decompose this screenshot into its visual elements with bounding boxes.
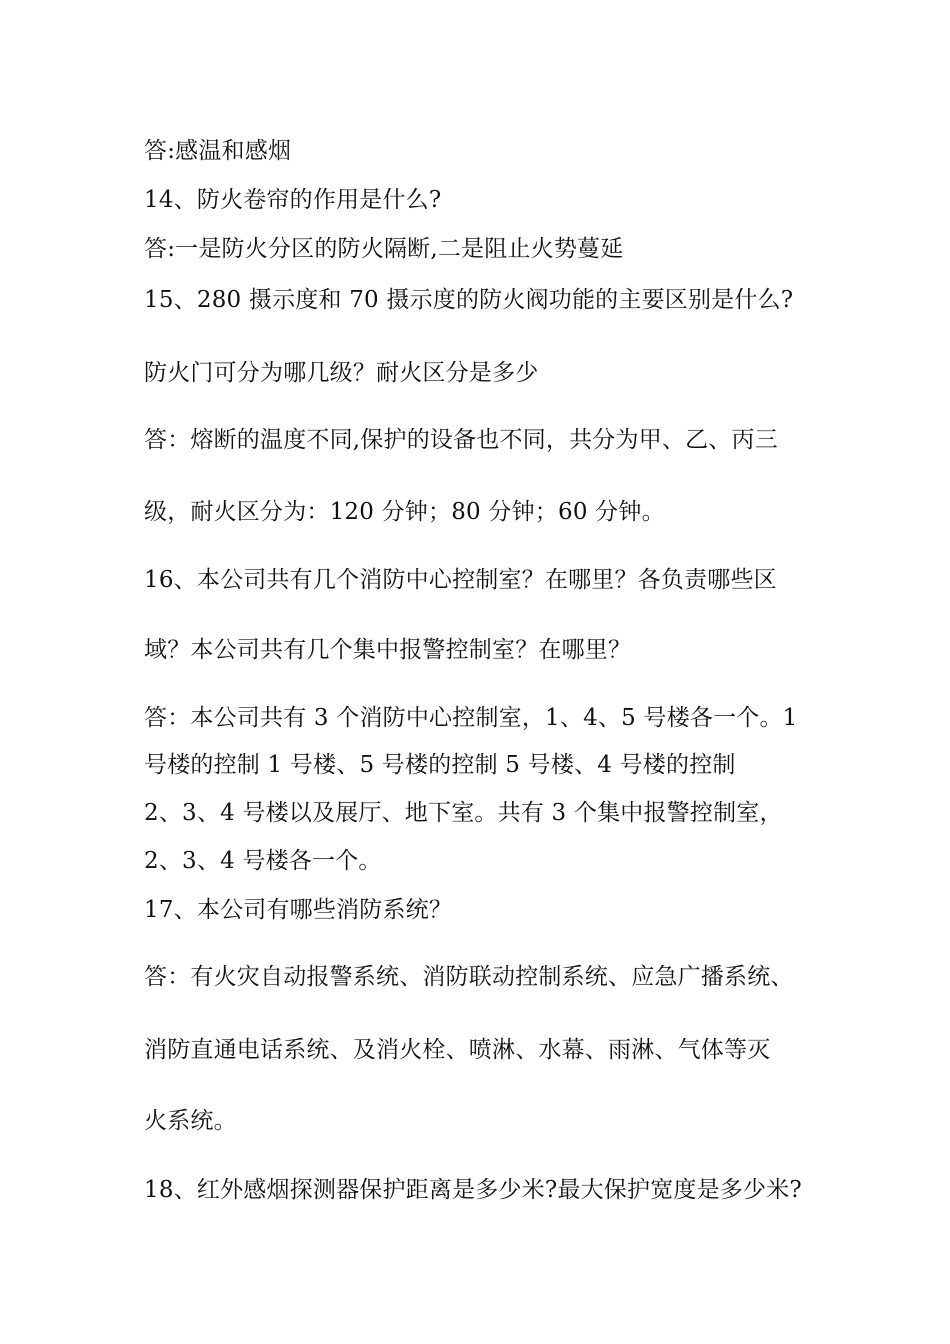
answer-15-line-1: 答：熔断的温度不同,保护的设备也不同，共分为甲、乙、丙三 (144, 427, 778, 453)
question-15-line: 15、280 摄示度和 70 摄示度的防火阀功能的主要区别是什么? (144, 287, 794, 313)
answer-16-line-3: 2、3、4 号楼以及展厅、地下室。共有 3 个集中报警控制室， (144, 800, 783, 826)
answer-15-line-2: 级，耐火区分为：120 分钟；80 分钟；60 分钟。 (144, 499, 665, 525)
answer-13-line: 答:感温和感烟 (144, 138, 292, 164)
question-18-line: 18、红外感烟探测器保护距离是多少米?最大保护宽度是多少米? (144, 1177, 802, 1203)
question-16-line-1: 16、本公司共有几个消防中心控制室？在哪里？各负责哪些区 (144, 567, 777, 593)
question-17-line: 17、本公司有哪些消防系统？ (144, 897, 453, 923)
answer-17-line-3: 火系统。 (144, 1108, 237, 1134)
question-15-continued: 防火门可分为哪几级？耐火区分是多少 (144, 360, 539, 386)
question-16-line-2: 域？本公司共有几个集中报警控制室？在哪里？ (144, 637, 632, 663)
answer-14-line: 答:一是防火分区的防火隔断,二是阻止火势蔓延 (144, 236, 624, 262)
question-14-line: 14、防火卷帘的作用是什么? (144, 187, 442, 213)
answer-16-line-2: 号楼的控制 1 号楼、5 号楼的控制 5 号楼、4 号楼的控制 (144, 752, 736, 778)
answer-17-line-1: 答：有火灾自动报警系统、消防联动控制系统、应急广播系统、 (144, 964, 794, 990)
answer-17-line-2: 消防直通电话系统、及消火栓、喷淋、水幕、雨淋、气体等灭 (144, 1037, 771, 1063)
answer-16-line-1: 答：本公司共有 3 个消防中心控制室，1、4、5 号楼各一个。1 (144, 705, 798, 731)
answer-16-line-4: 2、3、4 号楼各一个。 (144, 848, 382, 874)
